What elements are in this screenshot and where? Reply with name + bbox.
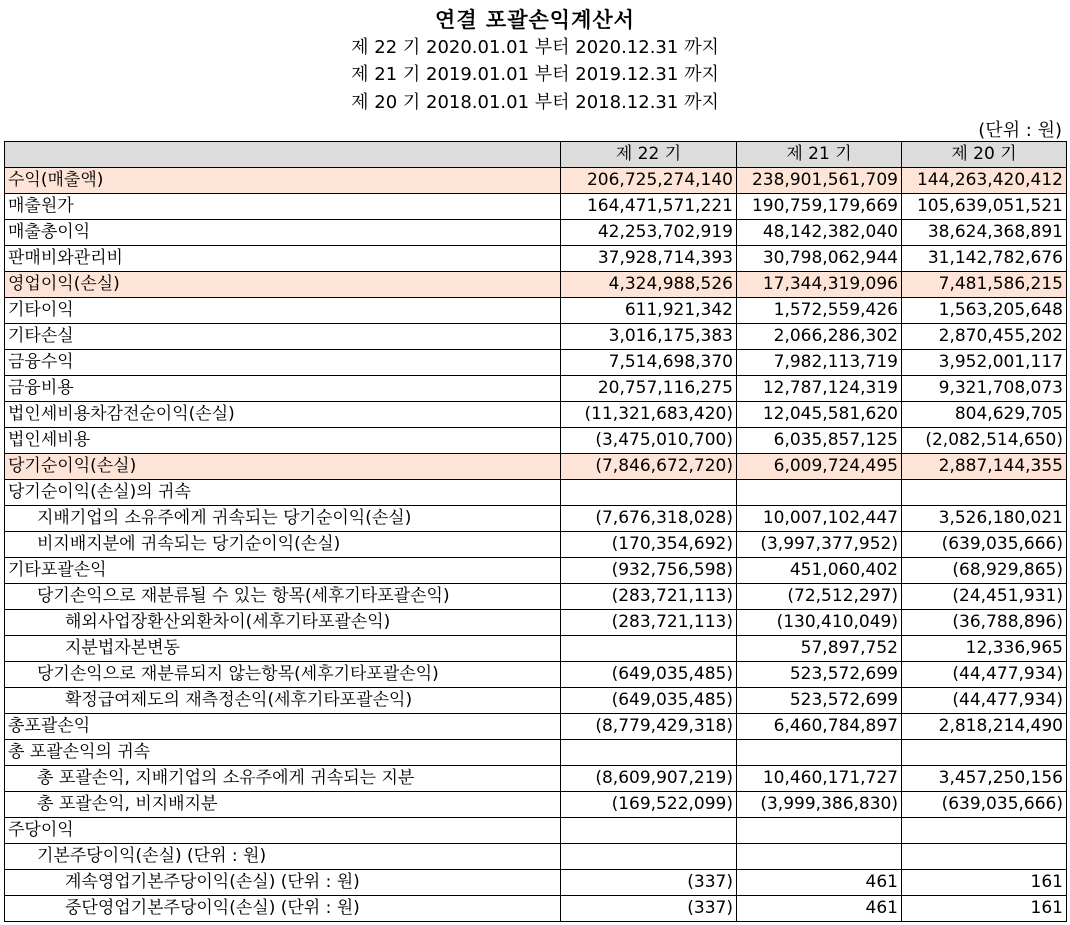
row-label: 수익(매출액): [5, 168, 561, 194]
table-row: [5, 168, 1067, 194]
table-row: [5, 636, 1067, 662]
row-value: (36,788,896): [902, 610, 1067, 636]
row-value: 611,921,342: [561, 298, 737, 324]
table-row: [5, 350, 1067, 376]
row-value: 9,321,708,073: [902, 376, 1067, 402]
table-row: [5, 766, 1067, 792]
row-value: (649,035,485): [561, 688, 737, 714]
table-row: [5, 688, 1067, 714]
row-value: (2,082,514,650): [902, 428, 1067, 454]
row-label: 지분법자본변동: [5, 636, 561, 662]
statement-title: 연결 포괄손익계산서: [435, 8, 635, 32]
row-label: 기본주당이익(손실) (단위 : 원): [5, 844, 561, 870]
row-value: 6,009,724,495: [737, 454, 902, 480]
row-label: 판매비와관리비: [5, 246, 561, 272]
table-row: [5, 298, 1067, 324]
row-value: [561, 636, 737, 662]
row-label: 당기순이익(손실)의 귀속: [5, 480, 561, 506]
header-period-21: 제 21 기: [737, 142, 902, 168]
row-label: 중단영업기본주당이익(손실) (단위 : 원): [5, 896, 561, 922]
table-row: [5, 896, 1067, 922]
row-value: 4,324,988,526: [561, 272, 737, 298]
row-value: (72,512,297): [737, 584, 902, 610]
row-value: 38,624,368,891: [902, 220, 1067, 246]
period-line-21: 제 21 기 2019.01.01 부터 2019.12.31 까지: [351, 64, 719, 85]
row-value: 161: [902, 896, 1067, 922]
row-value: 238,901,561,709: [737, 168, 902, 194]
table-row: [5, 428, 1067, 454]
row-value: 42,253,702,919: [561, 220, 737, 246]
table-row: [5, 324, 1067, 350]
row-label: 확정급여제도의 재측정손익(세후기타포괄손익): [5, 688, 561, 714]
row-label: 당기순이익(손실): [5, 454, 561, 480]
row-label: 기타이익: [5, 298, 561, 324]
row-label: 총 포괄손익, 지배기업의 소유주에게 귀속되는 지분: [5, 766, 561, 792]
row-value: [561, 480, 737, 506]
row-value: (639,035,666): [902, 792, 1067, 818]
row-value: 6,035,857,125: [737, 428, 902, 454]
table-row: [5, 480, 1067, 506]
row-value: 1,563,205,648: [902, 298, 1067, 324]
row-value: (337): [561, 896, 737, 922]
row-value: (44,477,934): [902, 662, 1067, 688]
table-row: [5, 792, 1067, 818]
table-row: [5, 662, 1067, 688]
row-value: 20,757,116,275: [561, 376, 737, 402]
row-label: 법인세비용차감전순이익(손실): [5, 402, 561, 428]
row-value: (11,321,683,420): [561, 402, 737, 428]
table-row: [5, 558, 1067, 584]
row-value: (44,477,934): [902, 688, 1067, 714]
row-value: (3,475,010,700): [561, 428, 737, 454]
table-row: [5, 454, 1067, 480]
row-label: 당기손익으로 재분류될 수 있는 항목(세후기타포괄손익): [5, 584, 561, 610]
row-value: 206,725,274,140: [561, 168, 737, 194]
row-value: 2,066,286,302: [737, 324, 902, 350]
unit-label: (단위 : 원): [978, 120, 1062, 141]
table-row: [5, 194, 1067, 220]
row-label: 기타포괄손익: [5, 558, 561, 584]
table-row: [5, 532, 1067, 558]
row-value: (130,410,049): [737, 610, 902, 636]
table-row: [5, 246, 1067, 272]
row-value: (283,721,113): [561, 610, 737, 636]
row-value: 3,457,250,156: [902, 766, 1067, 792]
row-value: (3,999,386,830): [737, 792, 902, 818]
row-value: 10,007,102,447: [737, 506, 902, 532]
row-value: 2,818,214,490: [902, 714, 1067, 740]
row-value: [902, 480, 1067, 506]
row-value: 451,060,402: [737, 558, 902, 584]
row-value: 804,629,705: [902, 402, 1067, 428]
header-label: [5, 142, 561, 168]
row-value: 10,460,171,727: [737, 766, 902, 792]
table-row: [5, 818, 1067, 844]
row-value: [561, 740, 737, 766]
row-value: 12,045,581,620: [737, 402, 902, 428]
row-value: (169,522,099): [561, 792, 737, 818]
period-line-22: 제 22 기 2020.01.01 부터 2020.12.31 까지: [351, 37, 719, 58]
table-header-row: [5, 142, 1067, 168]
row-value: 57,897,752: [737, 636, 902, 662]
row-label: 해외사업장환산외환차이(세후기타포괄손익): [5, 610, 561, 636]
row-label: 기타손실: [5, 324, 561, 350]
row-value: 6,460,784,897: [737, 714, 902, 740]
row-value: [561, 818, 737, 844]
row-value: 7,481,586,215: [902, 272, 1067, 298]
row-value: 164,471,571,221: [561, 194, 737, 220]
table-row: [5, 610, 1067, 636]
row-value: 144,263,420,412: [902, 168, 1067, 194]
row-label: 총 포괄손익, 비지배지분: [5, 792, 561, 818]
row-value: [561, 844, 737, 870]
row-value: 37,928,714,393: [561, 246, 737, 272]
table-row: [5, 376, 1067, 402]
row-value: [737, 818, 902, 844]
row-value: (7,676,318,028): [561, 506, 737, 532]
row-value: 12,787,124,319: [737, 376, 902, 402]
row-value: 190,759,179,669: [737, 194, 902, 220]
table-row: [5, 272, 1067, 298]
row-value: 12,336,965: [902, 636, 1067, 662]
row-value: 161: [902, 870, 1067, 896]
row-value: 2,870,455,202: [902, 324, 1067, 350]
period-line-20: 제 20 기 2018.01.01 부터 2018.12.31 까지: [351, 92, 719, 113]
row-value: (283,721,113): [561, 584, 737, 610]
row-value: 31,142,782,676: [902, 246, 1067, 272]
row-value: [902, 818, 1067, 844]
row-label: 주당이익: [5, 818, 561, 844]
row-label: 계속영업기본주당이익(손실) (단위 : 원): [5, 870, 561, 896]
row-value: [902, 740, 1067, 766]
row-value: (639,035,666): [902, 532, 1067, 558]
row-value: (170,354,692): [561, 532, 737, 558]
row-value: (3,997,377,952): [737, 532, 902, 558]
row-label: 법인세비용: [5, 428, 561, 454]
row-value: [737, 480, 902, 506]
row-label: 당기손익으로 재분류되지 않는항목(세후기타포괄손익): [5, 662, 561, 688]
row-value: (7,846,672,720): [561, 454, 737, 480]
row-value: (337): [561, 870, 737, 896]
row-value: 2,887,144,355: [902, 454, 1067, 480]
row-label: 총포괄손익: [5, 714, 561, 740]
row-label: 매출원가: [5, 194, 561, 220]
row-value: 461: [737, 896, 902, 922]
row-label: 금융수익: [5, 350, 561, 376]
table-row: [5, 402, 1067, 428]
row-label: 매출총이익: [5, 220, 561, 246]
row-value: [737, 844, 902, 870]
header-period-22: 제 22 기: [561, 142, 737, 168]
header-period-20: 제 20 기: [902, 142, 1067, 168]
row-label: 비지배지분에 귀속되는 당기순이익(손실): [5, 532, 561, 558]
table-row: [5, 220, 1067, 246]
row-value: 523,572,699: [737, 662, 902, 688]
row-label: 영업이익(손실): [5, 272, 561, 298]
row-label: 총 포괄손익의 귀속: [5, 740, 561, 766]
row-value: (68,929,865): [902, 558, 1067, 584]
table-row: [5, 714, 1067, 740]
row-value: 3,526,180,021: [902, 506, 1067, 532]
row-value: 17,344,319,096: [737, 272, 902, 298]
row-value: 523,572,699: [737, 688, 902, 714]
row-value: (649,035,485): [561, 662, 737, 688]
table-row: [5, 506, 1067, 532]
row-value: [737, 740, 902, 766]
row-value: 461: [737, 870, 902, 896]
row-value: 7,982,113,719: [737, 350, 902, 376]
row-value: 1,572,559,426: [737, 298, 902, 324]
row-value: 48,142,382,040: [737, 220, 902, 246]
table-row: [5, 844, 1067, 870]
income-statement-table: [4, 141, 1067, 922]
row-value: 30,798,062,944: [737, 246, 902, 272]
table-row: [5, 870, 1067, 896]
row-value: (8,609,907,219): [561, 766, 737, 792]
row-value: 7,514,698,370: [561, 350, 737, 376]
row-value: (8,779,429,318): [561, 714, 737, 740]
row-value: (932,756,598): [561, 558, 737, 584]
row-value: [902, 844, 1067, 870]
row-value: 3,952,001,117: [902, 350, 1067, 376]
row-value: 3,016,175,383: [561, 324, 737, 350]
table-row: [5, 584, 1067, 610]
row-value: 105,639,051,521: [902, 194, 1067, 220]
row-label: 지배기업의 소유주에게 귀속되는 당기순이익(손실): [5, 506, 561, 532]
row-value: (24,451,931): [902, 584, 1067, 610]
table-row: [5, 740, 1067, 766]
row-label: 금융비용: [5, 376, 561, 402]
